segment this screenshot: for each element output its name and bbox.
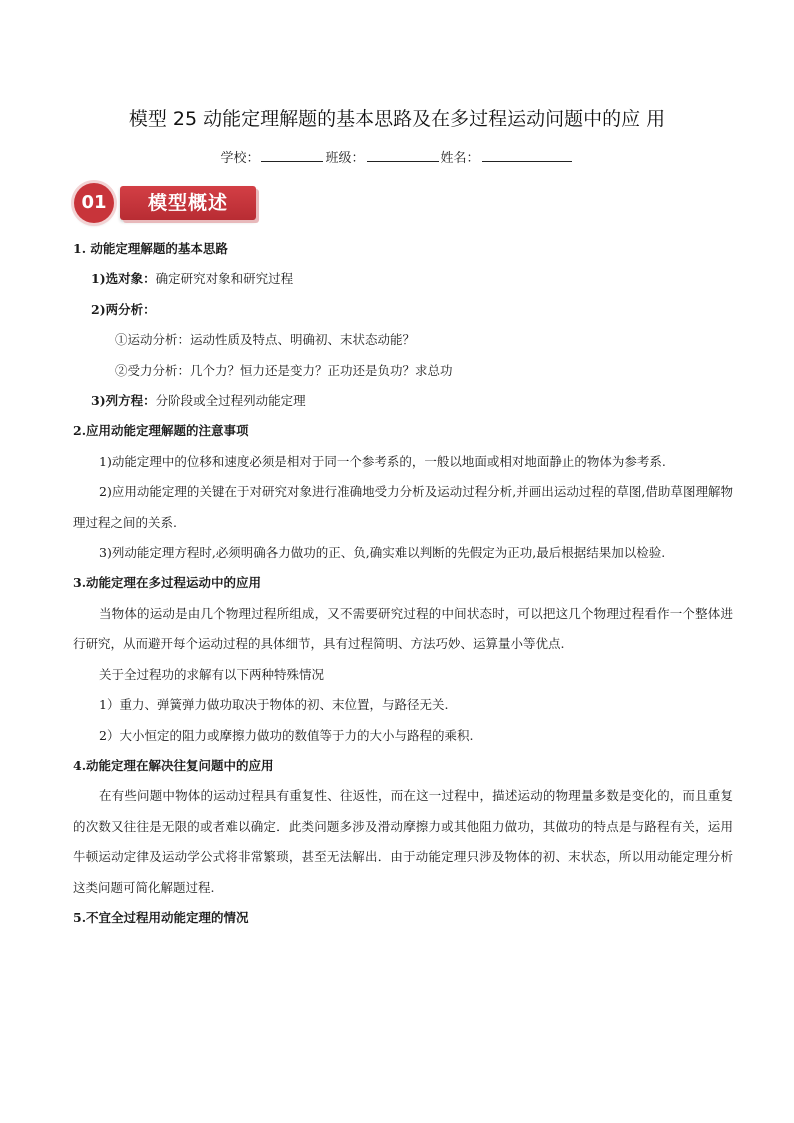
s3-heading: 3.动能定理在多过程运动中的应用 <box>73 575 262 591</box>
section-label: 模型概述 <box>120 186 256 220</box>
s2-heading: 2.应用动能定理解题的注意事项 <box>73 423 249 439</box>
s1-step3 <box>73 386 733 416</box>
s3-paragraph-1: 当物体的运动是由几个物理过程所组成，又不需要研究过程的中间状态时，可以把这几个物理过程看作一个整体进行研究，从而避开每个运动过程的具体细节，具有过程简明、方法巧妙、运算量小等优点. <box>73 605 733 652</box>
s2-paragraph-2: 2)应用动能定理的关键在于对研究对象进行准确地受力分析及运动过程分析,并画出运动过程的草图,借助草图理解物理过程之间的关系. <box>73 484 733 530</box>
s1-step2-sub2: ②受力分析：几个力？恒力还是变力？正功还是负功？求总功 <box>115 362 453 378</box>
s4-paragraph-1: 在有些问题中物体的运动过程具有重复性、往返性，而在这一过程中，描述运动的物理量多数是变化的，而且重复的次数又往往是无限的或者难以确定．此类问题多涉及滑动摩擦力或其他阻力做功，其做功的特点是与路程有关，运用牛顿运动定律及运动学公式将非常繁琐，甚至无法解出．由于动能定理只涉及物体的初、末状态，所以用动能定理分析这类问题可简化解题过程. <box>73 788 733 895</box>
name-label: 姓名： <box>440 151 480 166</box>
section-number: 01 <box>74 183 114 223</box>
s1-step2-label: 2)两分析： <box>91 301 156 317</box>
school-label: 学校： <box>220 151 260 166</box>
content-body <box>73 234 733 933</box>
s2-paragraph-1: 1)动能定理中的位移和速度必须是相对于同一个参考系的，一般以地面或相对地面静止的物体为参考系. <box>99 453 666 469</box>
name-blank <box>482 149 572 162</box>
s1-step2-sub1: ①运动分析：运动性质及特点、明确初、末状态动能？ <box>115 332 416 348</box>
s1-step2 <box>73 295 733 325</box>
s1-step1-text: 确定研究对象和研究过程 <box>155 271 294 287</box>
s1-step1 <box>73 264 733 294</box>
s5-heading: 5.不宜全过程用动能定理的情况 <box>73 909 249 925</box>
s1-step1-label: 1)选对象： <box>91 271 156 287</box>
class-blank <box>367 149 439 162</box>
s3-paragraph-4: 2）大小恒定的阻力或摩擦力做功的数值等于力的大小与路程的乘积. <box>99 727 474 743</box>
s2-paragraph-3: 3)列动能定理方程时,必须明确各力做功的正、负,确实难以判断的先假定为正功,最后根据结果加以检验. <box>99 545 666 561</box>
section-badge <box>74 183 264 223</box>
s4-heading: 4.动能定理在解决往复问题中的应用 <box>73 757 274 773</box>
s1-step3-text: 分阶段或全过程列动能定理 <box>155 393 306 409</box>
s1-heading: 1. 动能定理解题的基本思路 <box>73 241 228 256</box>
s1-step3-label: 3)列方程： <box>91 393 156 409</box>
student-info-line <box>0 147 794 166</box>
s3-paragraph-3: 1）重力、弹簧弹力做功取决于物体的初、末位置，与路径无关. <box>99 697 449 713</box>
class-label: 班级： <box>325 151 365 166</box>
s3-paragraph-2: 关于全过程功的求解有以下两种特殊情况 <box>99 666 325 682</box>
document-title: 模型 25 动能定理解题的基本思路及在多过程运动问题中的应 用 <box>128 108 666 130</box>
school-blank <box>261 149 323 162</box>
